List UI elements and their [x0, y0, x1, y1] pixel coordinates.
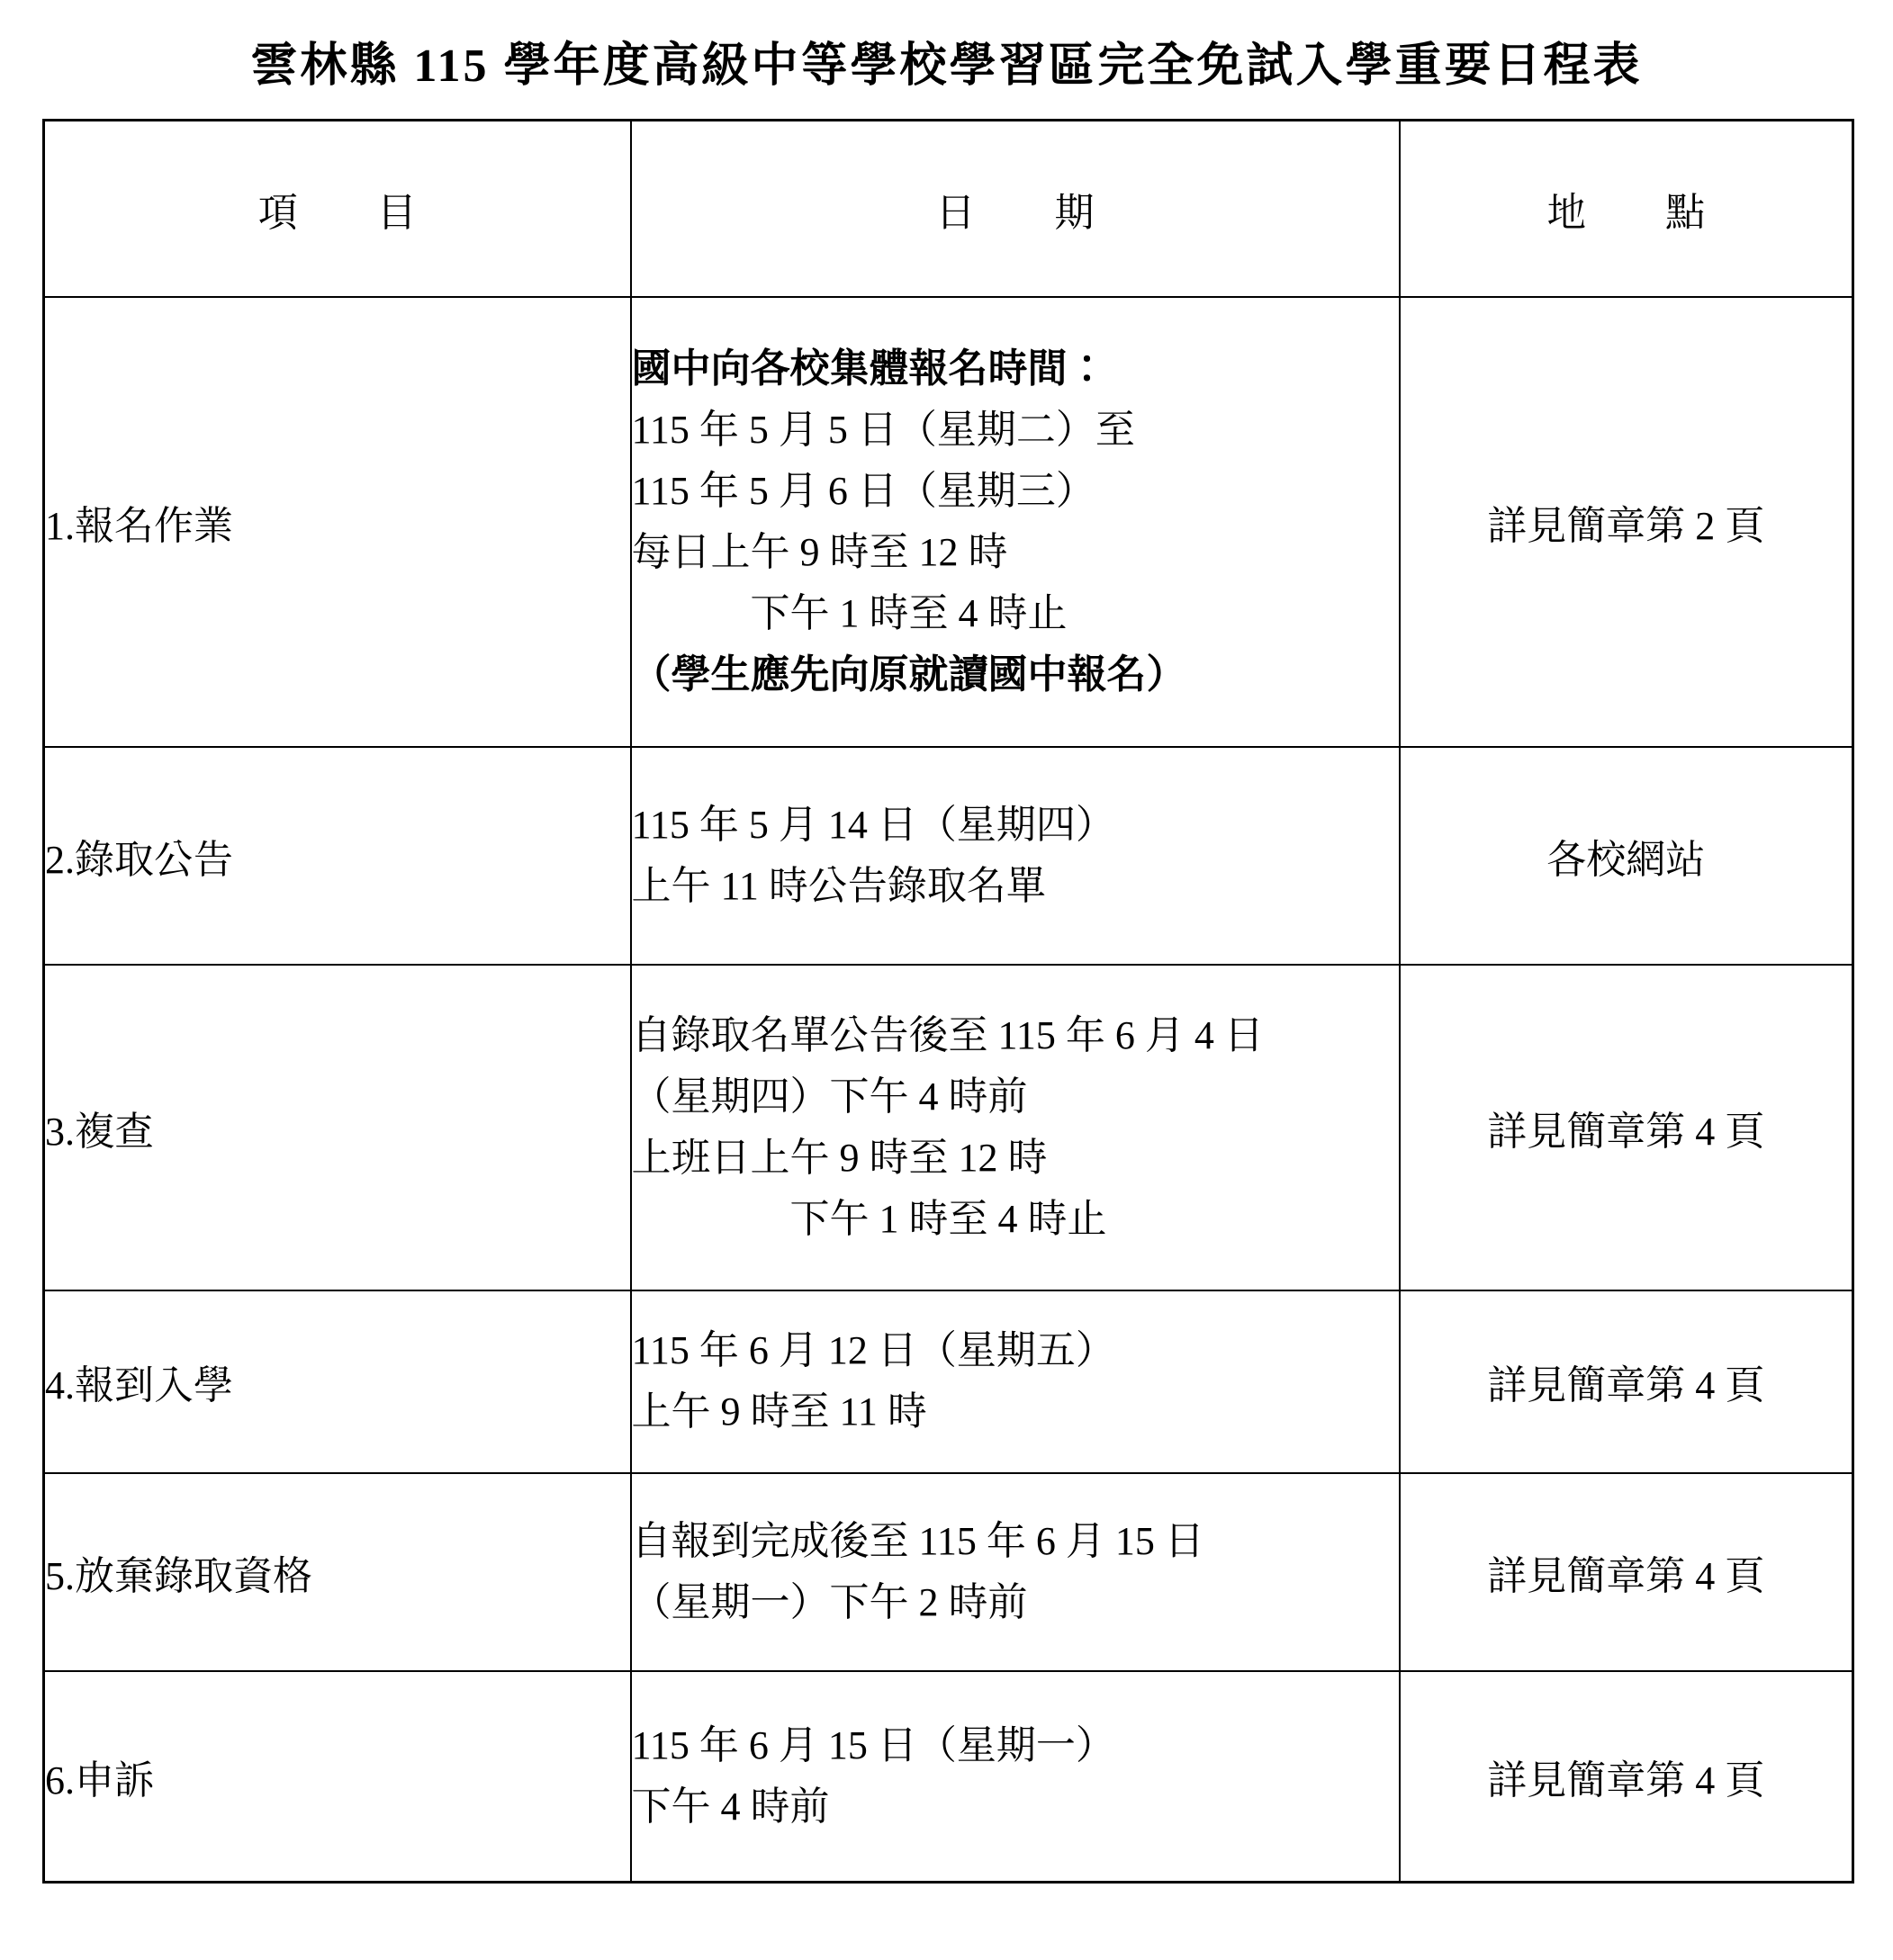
- table-body: [44, 297, 1853, 1883]
- date-line: （星期四）下午 4 時前: [631, 1074, 1028, 1119]
- location-cell: 詳見簡章第 4 頁: [1400, 1473, 1853, 1671]
- location-cell: 詳見簡章第 4 頁: [1400, 1671, 1853, 1883]
- item-cell: 3.複查: [44, 965, 631, 1290]
- column-header-location: 地 點: [1400, 121, 1853, 297]
- table-row: [44, 747, 1853, 965]
- column-header-item: 項 目: [44, 121, 631, 297]
- table-header-row: [44, 121, 1853, 297]
- date-line: （星期一）下午 2 時前: [631, 1579, 1028, 1624]
- table-row: [44, 1671, 1853, 1883]
- date-cell: [631, 965, 1400, 1290]
- location-cell: 各校網站: [1400, 747, 1853, 965]
- table-row: [44, 965, 1853, 1290]
- location-cell: 詳見簡章第 4 頁: [1400, 965, 1853, 1290]
- page-title: 雲林縣 115 學年度高級中等學校學習區完全免試入學重要日程表: [250, 40, 1643, 92]
- date-cell: [631, 297, 1400, 747]
- date-line: 115 年 5 月 6 日（星期三）: [631, 468, 1095, 513]
- date-line: 115 年 5 月 5 日（星期二）至: [631, 407, 1135, 452]
- date-line: 上午 9 時至 11 時: [631, 1389, 927, 1434]
- item-cell: 2.錄取公告: [44, 747, 631, 965]
- table-row: [44, 1473, 1853, 1671]
- table-row: [44, 297, 1853, 747]
- date-line: 國中向各校集體報名時間：: [631, 346, 1107, 391]
- date-line: 下午 1 時至 4 時止: [631, 1196, 1107, 1241]
- item-cell: 5.放棄錄取資格: [44, 1473, 631, 1671]
- date-line: 下午 4 時前: [631, 1784, 830, 1829]
- item-cell: 6.申訴: [44, 1671, 631, 1883]
- date-line: 115 年 6 月 15 日（星期一）: [631, 1722, 1115, 1767]
- item-cell: 4.報到入學: [44, 1290, 631, 1473]
- schedule-table: [42, 119, 1854, 1884]
- location-cell: 詳見簡章第 2 頁: [1400, 297, 1853, 747]
- date-line: （學生應先向原就讀國中報名）: [631, 652, 1186, 697]
- date-line: 115 年 6 月 12 日（星期五）: [631, 1328, 1115, 1372]
- date-cell: [631, 1473, 1400, 1671]
- table-row: [44, 1290, 1853, 1473]
- date-cell: [631, 1671, 1400, 1883]
- location-cell: 詳見簡章第 4 頁: [1400, 1290, 1853, 1473]
- date-cell: [631, 1290, 1400, 1473]
- date-cell: [631, 747, 1400, 965]
- date-line: 自報到完成後至 115 年 6 月 15 日: [631, 1518, 1204, 1563]
- date-line: 115 年 5 月 14 日（星期四）: [631, 802, 1115, 847]
- date-line: 下午 1 時至 4 時止: [631, 590, 1068, 635]
- date-line: 上午 11 時公告錄取名單: [631, 863, 1046, 908]
- item-cell: 1.報名作業: [44, 297, 631, 747]
- column-header-date: 日 期: [631, 121, 1400, 297]
- date-line: 每日上午 9 時至 12 時: [631, 529, 1008, 574]
- date-line: 上班日上午 9 時至 12 時: [631, 1135, 1048, 1180]
- date-line: 自錄取名單公告後至 115 年 6 月 4 日: [631, 1012, 1264, 1057]
